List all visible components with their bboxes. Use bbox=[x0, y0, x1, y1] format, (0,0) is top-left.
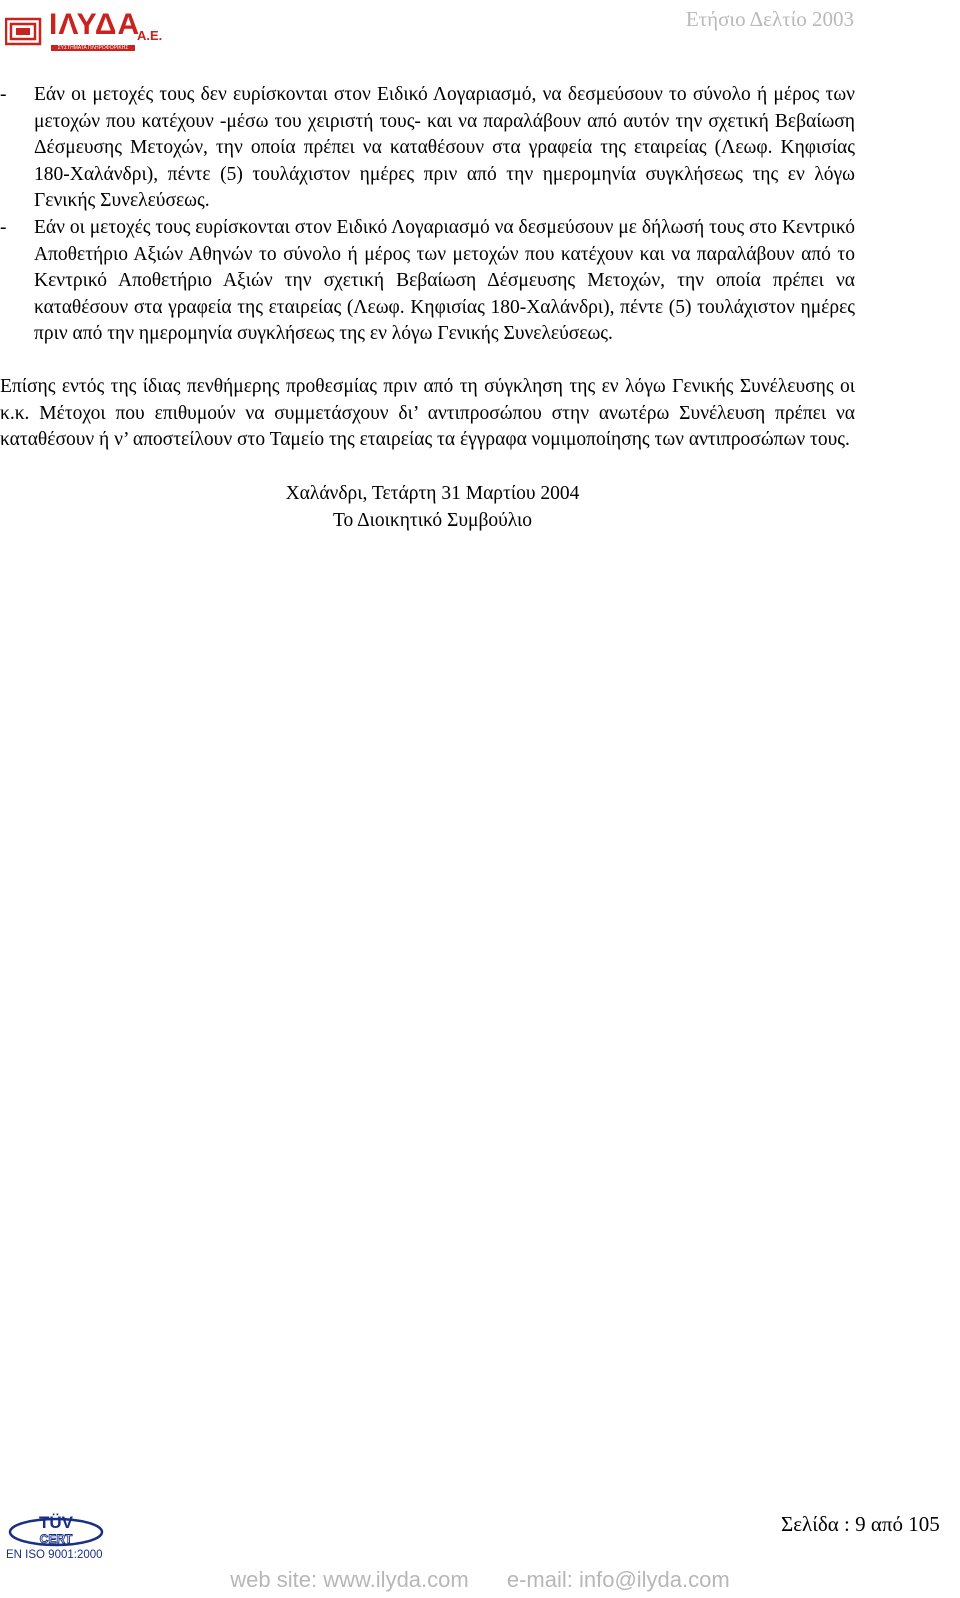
svg-text:TÜV: TÜV bbox=[39, 1513, 73, 1532]
logo-wordmark: ΙΛΥΔΑ bbox=[49, 8, 141, 41]
tuv-cert-icon bbox=[6, 1512, 110, 1548]
email-link[interactable]: e-mail: info@ilyda.com bbox=[506, 1567, 730, 1592]
document-body bbox=[0, 82, 855, 534]
tuv-certification-logo bbox=[6, 1512, 118, 1566]
body-paragraph: Επίσης εντός της ίδιας πενθήμερης προθεσμίας πριν από τη σύγκληση της εν λόγω Γενικής Συνέλευσης οι κ.κ. Μέτοχοι που επιθυμούν να συμμετάσχουν δι’ αντιπροσώπου στην ανωτέρω Συνέλευση πρέπει να καταθέσουν ή ν’ αποστείλουν στο Ταμείο της εταιρείας τα έγγραφα νομιμοποίησης των αντιπροσώπων τους. bbox=[0, 375, 855, 451]
document-title: Ετήσιο Δελτίο 2003 bbox=[685, 7, 854, 31]
page-number: Σελίδα : 9 από 105 bbox=[781, 1512, 940, 1536]
closing-place-date: Χαλάνδρι, Τετάρτη 31 Μαρτίου 2004 bbox=[285, 482, 580, 504]
bullet-text: Εάν οι μετοχές τους ευρίσκονται στον Ειδικό Λογαριασμό να δεσμεύσουν με δήλωσή τους στο Κεντρικό Αποθετήριο Αξιών Αθηνών το σύνολο ή μέρος των μετοχών που κατέχουν και να παραλάβουν από το Κεντρικό Αποθετήριο Αξιών την σχετική Βεβαίωση Δέσμευσης Μετοχών, την οποία πρέπει να καταθέσουν στα γραφεία της εταιρείας (Λεωφ. Κηφισίας 180-Χαλάνδρι), πέντε (5) τουλάχιστον ημέρες πριν από την ημερομηνία συγκλήσεως της εν λόγω Γενικής Συνελεύσεως. bbox=[34, 216, 855, 345]
company-logo bbox=[5, 8, 165, 51]
bullet-item bbox=[0, 215, 855, 348]
closing-block bbox=[0, 480, 855, 534]
footer-contact bbox=[0, 1567, 960, 1593]
closing-signature: Το Διοικητικό Συμβούλιο bbox=[332, 509, 533, 531]
bullet-text: Εάν οι μετοχές τους δεν ευρίσκονται στον Ειδικό Λογαριασμό, να δεσμεύσουν το σύνολο ή μέρος των μετοχών που κατέχουν -μέσω του χειριστή τους- και να παραλάβουν από αυτόν την σχετική Βεβαίωση Δέσμευσης Μετοχών, την οποία πρέπει να καταθέσουν στα γραφεία της εταιρείας (Λεωφ. Κηφισίας 180-Χαλάνδρι), πέντε (5) τουλάχιστον ημέρες πριν από την ημερομηνία συγκλήσεως της εν λόγω Γενικής Συνελεύσεως. bbox=[34, 84, 855, 212]
logo-mark-icon bbox=[5, 16, 43, 46]
certification-label: EN ISO 9001:2000 bbox=[6, 1549, 103, 1561]
bullet-dash: - bbox=[0, 216, 7, 238]
logo-suffix: Α.Ε. bbox=[137, 28, 163, 43]
bullet-item bbox=[0, 82, 855, 215]
svg-text:CERT: CERT bbox=[39, 1532, 73, 1546]
logo-tagline: ΣΥΣΤΗΜΑΤΑ ΠΛΗΡΟΦΟΡΙΚΗΣ bbox=[51, 45, 135, 51]
website-link[interactable]: web site: www.ilyda.com bbox=[230, 1567, 469, 1592]
bullet-dash: - bbox=[0, 84, 7, 105]
